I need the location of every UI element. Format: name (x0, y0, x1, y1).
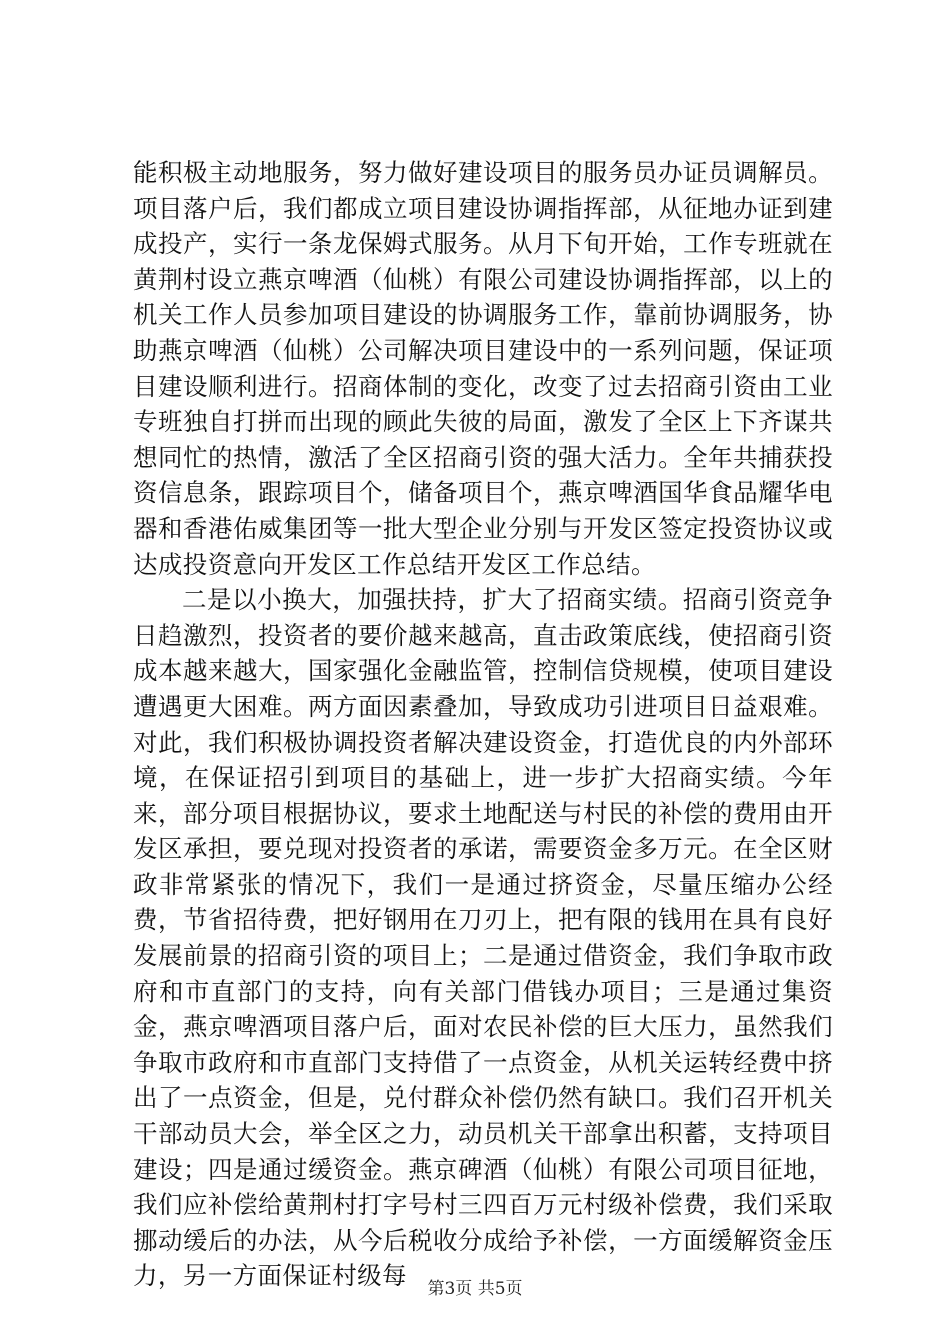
paragraph-continuation: 能积极主动地服务，努力做好建设项目的服务员办证员调解员。项目落户后，我们都成立项目建设协调指挥部，从征地办证到建成投产，实行一条龙保姆式服务。从月下旬开始，工作专班就在黄荆村设立燕京啤酒（仙桃）有限公司建设协调指挥部，以上的机关工作人员参加项目建设的协调服务工作，靠前协调服务，协助燕京啤酒（仙桃）公司解决项目建设中的一系列问题，保证项目建设顺利进行。招商体制的变化，改变了过去招商引资由工业专班独自打拼而出现的顾此失彼的局面，激发了全区上下齐谋共想同忙的热情，激活了全区招商引资的强大活力。全年共捕获投资信息条，跟踪项目个，储备项目个，燕京啤酒国华食品耀华电器和香港佑威集团等一批大型企业分别与开发区签定投资协议或达成投资意向开发区工作总结开发区工作总结。 (133, 158, 833, 579)
document-body (133, 155, 833, 1294)
paragraph-point-two: 二是以小换大，加强扶持，扩大了招商实绩。招商引资竞争日趋激烈，投资者的要价越来越高，直击政策底线，使招商引资成本越来越大，国家强化金融监管，控制信贷规模，使项目建设遭遇更大困难。两方面因素叠加，导致成功引进项目日益艰难。对此，我们积极协调投资者解决建设资金，打造优良的内外部环境，在保证招引到项目的基础上，进一步扩大招商实绩。今年来，部分项目根据协议，要求土地配送与村民的补偿的费用由开发区承担，要兑现对投资者的承诺，需要资金多万元。在全区财政非常紧张的情况下，我们一是通过挤资金，尽量压缩办公经费，节省招待费，把好钢用在刀刃上，把有限的钱用在具有良好发展前景的招商引资的项目上；二是通过借资金，我们争取市政府和市直部门的支持，向有关部门借钱办项目；三是通过集资金，燕京啤酒项目落户后，面对农民补偿的巨大压力，虽然我们争取市政府和市直部门支持借了一点资金，从机关运转经费中挤出了一点资金，但是，兑付群众补偿仍然有缺口。我们召开机关干部动员大会，举全区之力，动员机关干部拿出积蓄，支持项目建设；四是通过缓资金。燕京碑酒（仙桃）有限公司项目征地，我们应补偿给黄荆村打字号村三四百万元村级补偿费，我们采取挪动缓后的办法，从今后税收分成给予补偿，一方面缓解资金压力，另一方面保证村级每 (133, 585, 833, 1291)
page-number-footer: 第3页 共5页 (427, 1279, 523, 1299)
